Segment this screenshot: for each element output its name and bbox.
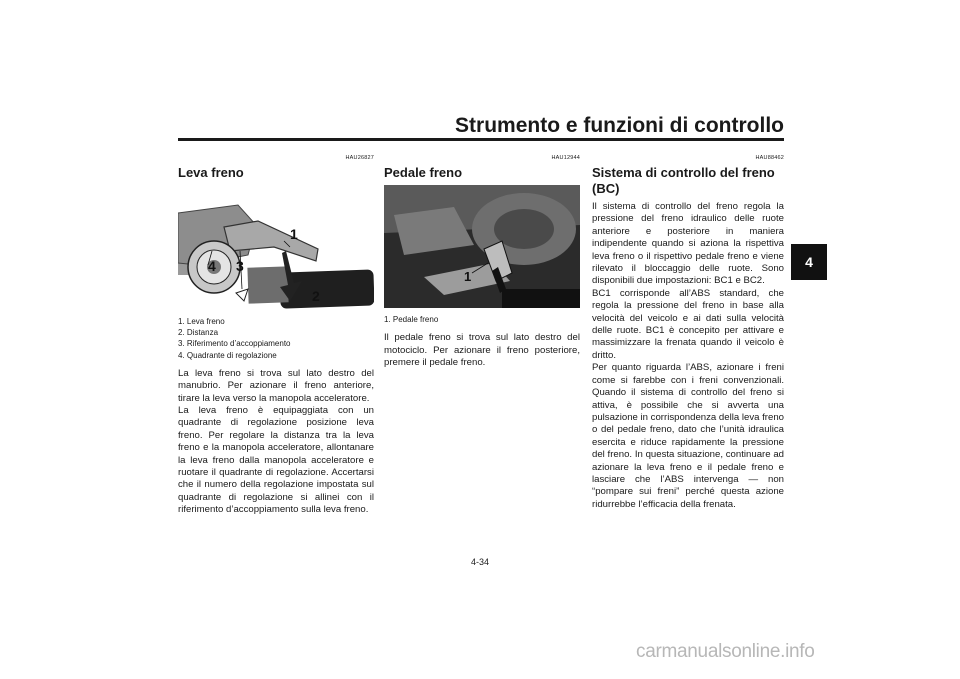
brake-pedal-figure	[384, 185, 580, 308]
section-heading: Leva freno	[178, 165, 244, 180]
brake-lever-figure	[178, 185, 374, 315]
paragraph: La leva freno si trova sul lato destro del manubrio. Per azionare il freno anteriore, tirare la leva verso la manopola acceleratore.	[178, 367, 374, 404]
body-text	[384, 332, 580, 369]
legend-item: 3. Riferimento d’accoppiamento	[178, 339, 291, 349]
callout-4: 4	[208, 258, 216, 274]
paragraph: Il pedale freno si trova sul lato destro del motociclo. Per azionare il freno posteriore, premere il pedale freno.	[384, 332, 580, 369]
section-code: HAU12944	[551, 155, 580, 161]
legend-item: 2. Distanza	[178, 328, 219, 338]
paragraph: BC1 corrisponde all’ABS standard, che regola la pressione del freno in base alla velocità del veicolo e ai dati sulla velocità delle ruote. BC1 è concepito per attivare e massimizzare la frenata quando il veicolo è dritto.	[592, 287, 784, 361]
section-heading: Pedale freno	[384, 165, 463, 180]
brake-pedal-photo	[384, 185, 580, 308]
legend-item: 1. Pedale freno	[384, 315, 439, 324]
paragraph: Il sistema di controllo del freno regola la pressione del freno idraulico delle ruote anteriore e posteriore in maniera indipendente quando si aziona la rispettiva leva freno o il rispettivo pedale freno e viene rilevato il bloccaggio delle ruote. Sono disponibili due impostazioni: BC1 e BC2.	[592, 201, 784, 287]
watermark: carmanualsonline.info	[636, 641, 815, 662]
figure-legend	[178, 316, 374, 361]
callout-2: 2	[312, 288, 320, 304]
legend-item: 4. Quadrante di regolazione	[178, 350, 277, 360]
paragraph: La leva freno è equipaggiata con un quadrante di regolazione posizione leva freno. Per regolare la distanza tra la leva freno e la manopola acceleratore, allontanare la leva freno dalla manopola acceleratore e ruotare il quadrante di regolazione. Accertarsi che il numero della regolazione impostata sul quadrante di regolazione si allinei con il riferimento d’accoppiamento sulla leva freno.	[178, 405, 374, 516]
page-header-title: Strumento e funzioni di controllo	[455, 114, 784, 137]
header-rule	[178, 138, 784, 141]
body-text	[592, 201, 784, 511]
section-brake-pedal	[384, 155, 580, 369]
section-code: HAU26827	[345, 155, 374, 161]
chapter-tab: 4	[791, 244, 827, 280]
legend-item: 1. Leva freno	[178, 317, 225, 326]
paragraph: Per quanto riguarda l’ABS, azionare i freni come si farebbe con i freni convenzionali. Quando il sistema di controllo del freno si attiva, è possibile che si avverta una pulsazione in corrispondenza della leva freno o del pedale freno, dato che l’unità idraulica esercita e riduce rapidamente la pressione del freno. In questa situazione, continuare ad azionare la leva freno e il pedale freno e lasciare che l’ABS intervenga — non “pompare sui freni” perché questa azione ridurrebbe l’efficacia della frenata.	[592, 362, 784, 510]
page-number: 4-34	[470, 557, 489, 567]
section-heading: Sistema di controllo del freno (BC)	[592, 165, 775, 196]
body-text	[178, 368, 374, 517]
callout-1: 1	[464, 269, 472, 284]
section-code: HAU88462	[755, 155, 784, 161]
callout-3: 3	[236, 258, 244, 274]
section-brake-lever	[178, 155, 374, 517]
section-brake-control-system	[592, 155, 784, 511]
callout-1: 1	[290, 226, 298, 242]
figure-legend	[384, 314, 580, 325]
brake-lever-illustration	[178, 185, 374, 315]
